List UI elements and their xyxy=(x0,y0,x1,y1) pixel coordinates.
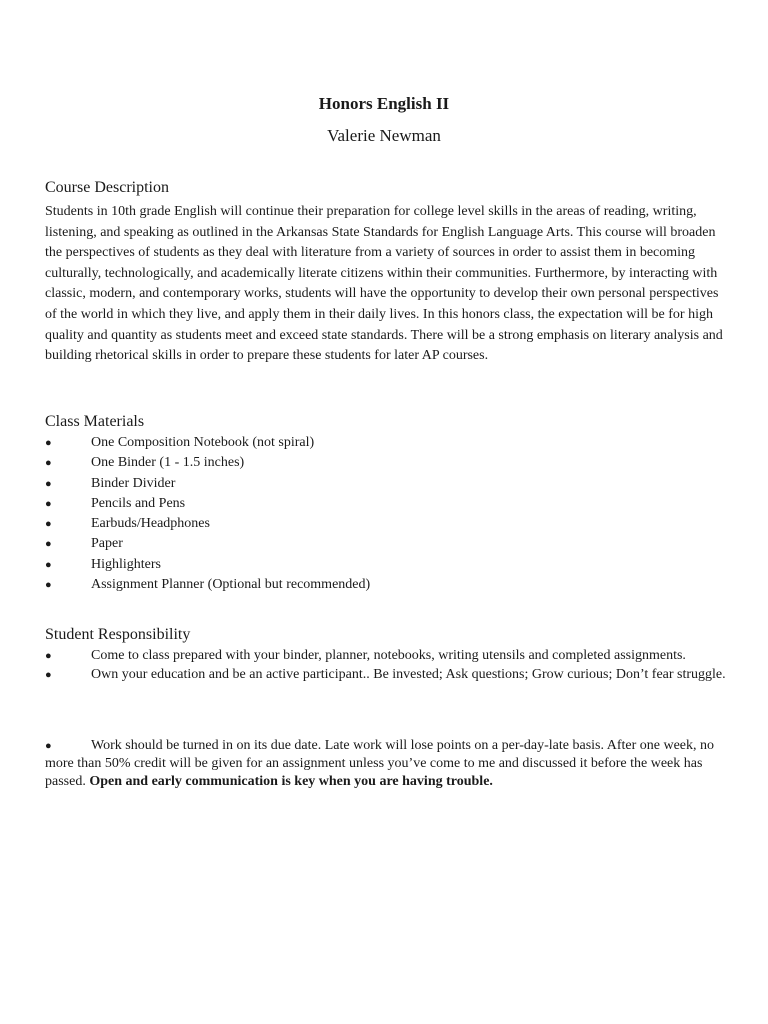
student-responsibility-heading: Student Responsibility xyxy=(45,626,191,643)
list-item-text: One Composition Notebook (not spiral) xyxy=(91,435,315,450)
list-item-text: Pencils and Pens xyxy=(91,495,186,511)
list-item-text: Come to class prepared with your binder, planner, notebooks, writing utensils and completed assignments. xyxy=(91,648,686,663)
list-item xyxy=(45,647,735,665)
bullet-icon: ● xyxy=(45,650,52,662)
bullet-icon: ● xyxy=(45,477,52,490)
document-author: Valerie Newman xyxy=(327,126,441,145)
bullet-icon: ● xyxy=(45,518,52,531)
list-item xyxy=(45,534,735,554)
list-item-text: Binder Divider xyxy=(91,475,176,491)
bullet-icon: ● xyxy=(45,579,52,592)
list-item xyxy=(45,514,735,534)
list-item xyxy=(45,453,735,473)
list-item xyxy=(45,555,735,575)
list-item xyxy=(45,494,735,514)
class-materials-list xyxy=(45,433,735,595)
list-item-text: Own your education and be an active participant.. Be invested; Ask questions; Grow curious; Don’t fear struggle. xyxy=(91,667,726,682)
list-item-text: Earbuds/Headphones xyxy=(91,516,210,532)
course-description-text: Students in 10th grade English will continue their preparation for college level skills in the areas of reading, writing, listening, and speaking as outlined in the Arkansas State Standards for English Language Arts. This course will broaden the perspectives of students as they deal with literature from a variety of sources in order to assist them in becoming culturally, technologically, and academically literate citizens within their communities. Furthermore, by interacting with classic, modern, and contemporary works, students will have the opportunity to develop their own personal perspectives of the world in which they live, and apply them in their daily lives. In this honors class, the expectation will be for high quality and quantity as students meet and exceed state standards. There will be a strong emphasis on literary analysis and building rhetorical skills in order to prepare these students for later AP courses. xyxy=(45,204,723,364)
bullet-icon: ● xyxy=(45,457,52,470)
late-work-paragraph xyxy=(45,737,735,791)
bullet-icon: ● xyxy=(45,558,52,571)
late-work-emphasis: Open and early communication is key when you are having trouble. xyxy=(89,774,493,789)
bullet-icon: ● xyxy=(45,437,52,449)
list-item-text: Paper xyxy=(91,536,123,552)
class-materials-heading: Class Materials xyxy=(45,413,145,430)
list-item xyxy=(45,474,735,494)
list-item-text: One Binder (1 - 1.5 inches) xyxy=(91,455,245,471)
course-description-heading: Course Description xyxy=(45,179,169,196)
bullet-icon: ● xyxy=(45,669,52,681)
bullet-icon: ● xyxy=(45,538,52,551)
list-item xyxy=(45,433,735,453)
list-item-text: Assignment Planner (Optional but recommended) xyxy=(91,577,371,593)
list-item xyxy=(45,575,735,595)
list-item-text: Highlighters xyxy=(91,556,161,572)
bullet-icon: ● xyxy=(45,740,52,752)
list-item xyxy=(45,666,735,684)
bullet-icon: ● xyxy=(45,497,52,510)
document-title: Honors English II xyxy=(318,94,450,113)
student-responsibility-list xyxy=(45,647,735,685)
late-work-text: Work should be turned in on its due date. Late work will lose points on a per-day-late basis. After one week, no more than 50% credit will be given for an assignment unless you’ve come to me and discussed it before the week has passed. xyxy=(45,738,714,789)
